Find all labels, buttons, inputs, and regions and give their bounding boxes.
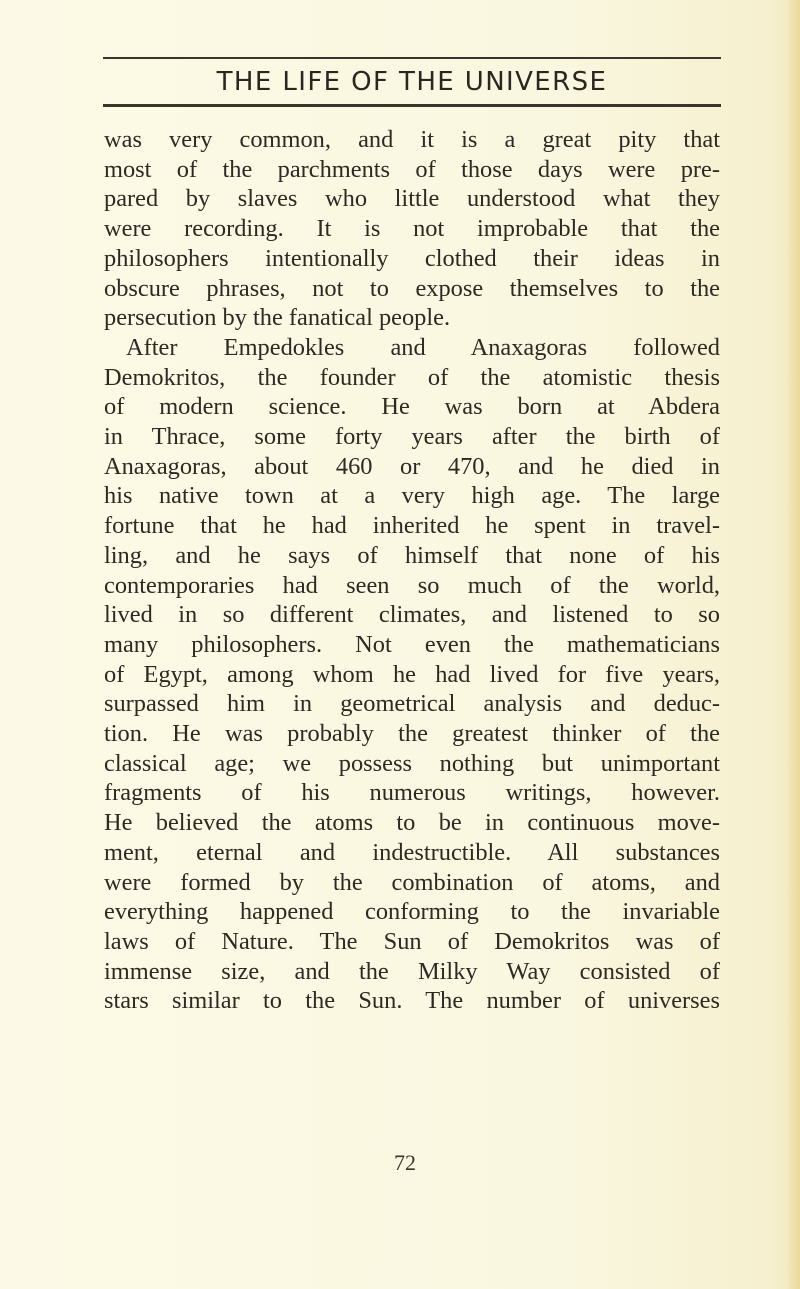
text-line: fortune that he had inherited he spent in travel- [104,512,720,540]
text-line: fragments of his numerous writings, however. [104,779,720,807]
text-line: immense size, and the Milky Way consisted of [104,957,720,985]
text-line: laws of Nature. The Sun of Demokritos was of [104,927,720,955]
text-line: stars similar to the Sun. The number of universes [104,987,720,1015]
page-number: 72 [394,1150,416,1175]
text-line: were recording. It is not improbable that the [104,215,720,243]
page-edge [786,0,800,1289]
text-line: of Egypt, among whom he had lived for five years, [104,660,720,688]
header-rule-bottom [103,104,721,107]
text-line: was very common, and it is a great pity that [104,126,720,153]
paragraph-2 [104,333,720,1016]
text-line: in Thrace, some forty years after the birth of [104,423,720,451]
text-line: surpassed him in geometrical analysis and deduc- [104,690,720,718]
text-line: most of the parchments of those days were pre- [104,155,720,183]
text-line: classical age; we possess nothing but unimportant [104,749,720,777]
text-line: pared by slaves who little understood what they [104,185,720,213]
text-line: contemporaries had seen so much of the world, [104,571,720,599]
text-line: ment, eternal and indestructible. All substances [104,838,720,866]
text-line: were formed by the combination of atoms, and [104,868,720,896]
paragraph-1 [104,125,720,333]
text-line: Demokritos, the founder of the atomistic thesis [104,363,720,391]
text-line: obscure phrases, not to expose themselves to the [104,274,720,302]
body-text [104,125,720,1016]
text-line: lived in so different climates, and listened to so [104,601,720,629]
text-line: tion. He was probably the greatest thinker of the [104,720,720,748]
text-line: Anaxagoras, about 460 or 470, and he died in [104,452,720,480]
text-line: of modern science. He was born at Abdera [104,393,720,421]
text-line: After Empedokles and Anaxagoras followed [126,333,720,361]
text-line: persecution by the fanatical people. [104,304,451,332]
text-line: many philosophers. Not even the mathematicians [104,630,720,658]
header-rule-top [103,57,721,59]
text-line: ling, and he says of himself that none of his [104,541,720,569]
text-line: everything happened conforming to the invariable [104,898,720,926]
running-head-title: THE LIFE OF THE UNIVERSE [216,67,608,97]
text-line: his native town at a very high age. The large [104,482,720,510]
running-head [103,57,721,107]
text-line: He believed the atoms to be in continuous move- [104,809,720,837]
text-line: philosophers intentionally clothed their ideas in [104,244,720,272]
